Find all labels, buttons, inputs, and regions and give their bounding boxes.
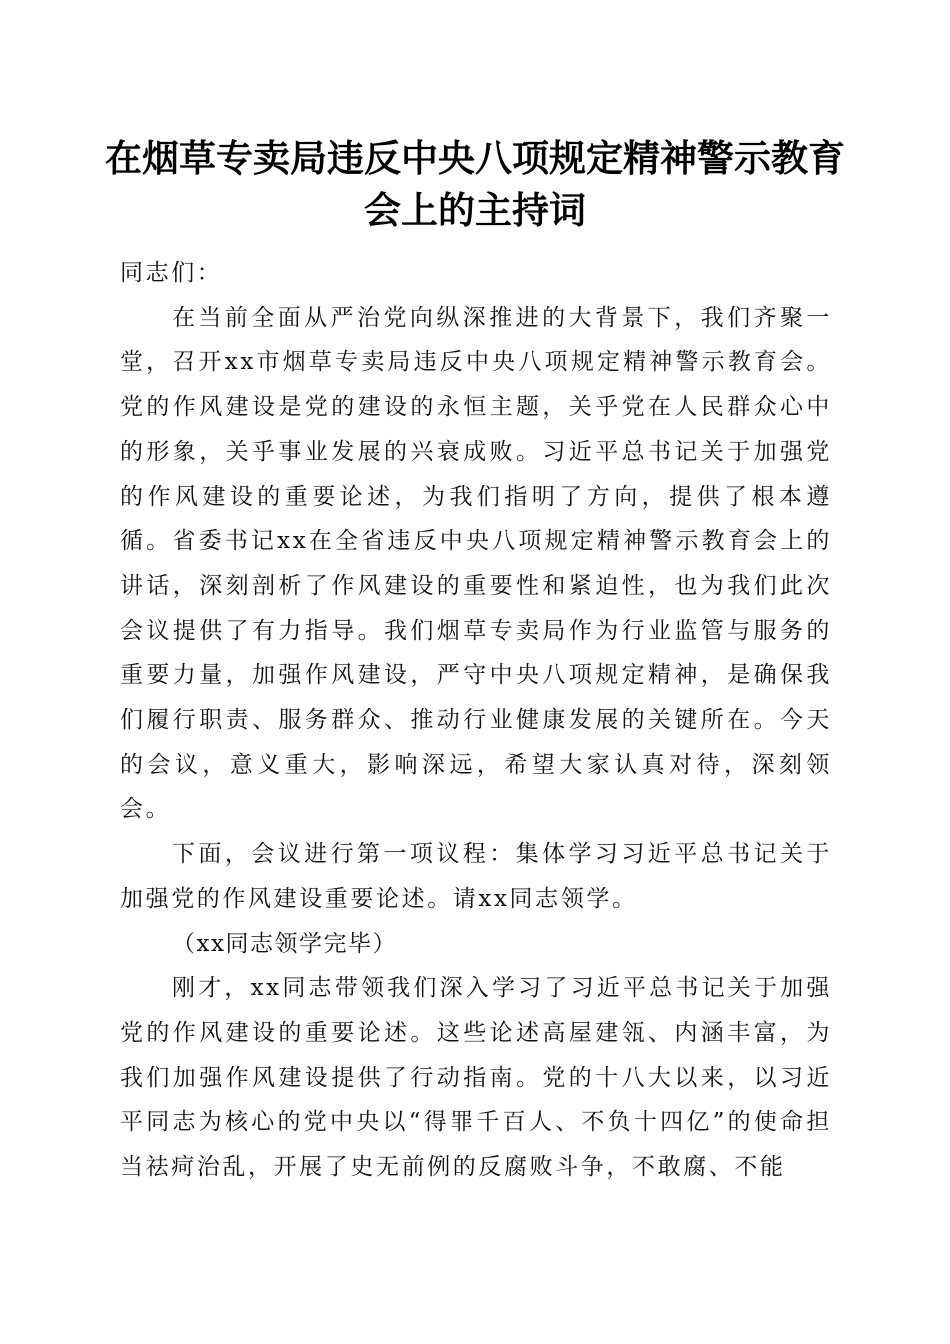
document-body xyxy=(120,251,832,1190)
title-line-1: 在烟草专卖局违反中央八项规定精神警示教育 xyxy=(105,136,845,180)
title-line-2: 会上的主持词 xyxy=(364,188,586,232)
document-title xyxy=(100,132,850,236)
paragraph-summary: 刚才，xx同志带领我们深入学习了习近平总书记关于加强党的作风建设的重要论述。这些论述高屋建瓴、内涵丰富，为我们加强作风建设提供了行动指南。党的十八大以来，以习近平同志为核心的党中央以“得罪千百人、不负十四亿”的使命担当祛疴治乱，开展了史无前例的反腐败斗争，不敢腐、不能 xyxy=(120,975,832,1181)
stage-note: （xx同志领学完毕） xyxy=(172,930,397,957)
paragraph-agenda: 下面，会议进行第一项议程：集体学习习近平总书记关于加强党的作风建设重要论述。请xx同志领学。 xyxy=(120,841,832,912)
paragraph-opening: 在当前全面从严治党向纵深推进的大背景下，我们齐聚一堂，召开xx市烟草专卖局违反中央八项规定精神警示教育会。党的作风建设是党的建设的永恒主题，关乎党在人民群众心中的形象，关乎事业发展的兴衰成败。习近平总书记关于加强党的作风建设的重要论述，为我们指明了方向，提供了根本遵循。省委书记xx在全省违反中央八项规定精神警示教育会上的讲话，深刻剖析了作风建设的重要性和紧迫性，也为我们此次会议提供了有力指导。我们烟草专卖局作为行业监管与服务的重要力量，加强作风建设，严守中央八项规定精神，是确保我们履行职责、服务群众、推动行业健康发展的关键所在。今天的会议，意义重大，影响深远，希望大家认真对待，深刻领会。 xyxy=(120,304,832,823)
greeting: 同志们： xyxy=(120,260,223,286)
